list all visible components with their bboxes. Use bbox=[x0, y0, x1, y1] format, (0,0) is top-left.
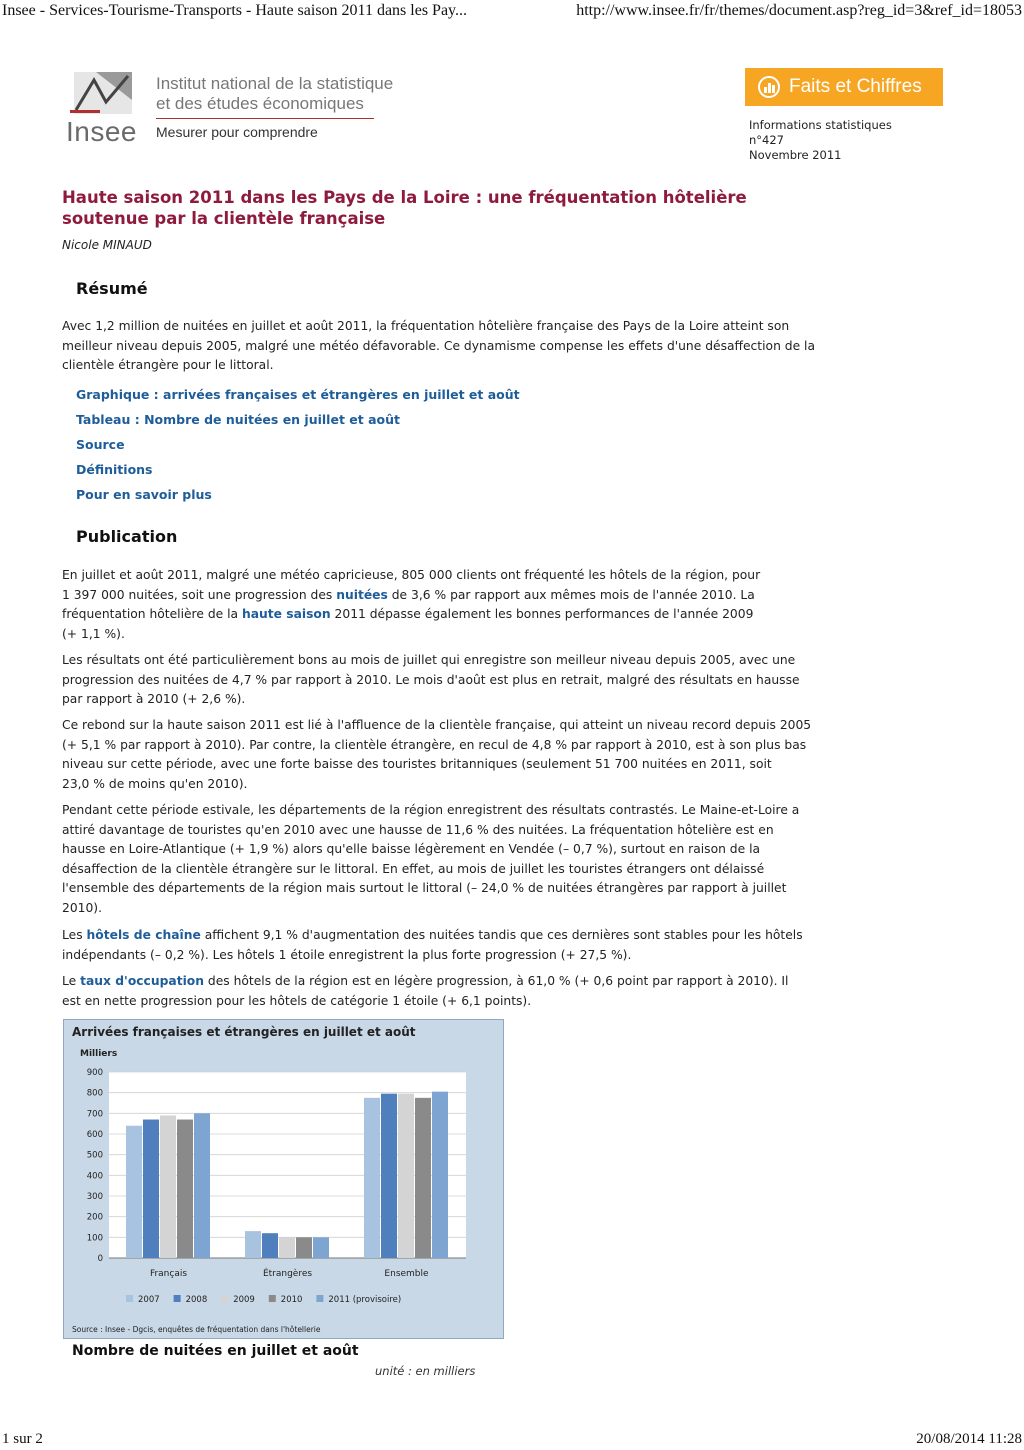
article-title: Haute saison 2011 dans les Pays de la Loire : une fréquentation hôtelière soutenue par la clientèle française bbox=[62, 188, 747, 228]
page-count: 1 sur 2 bbox=[2, 1431, 43, 1447]
y-tick-label: 0 bbox=[97, 1254, 103, 1264]
publication-series: Informations statistiques bbox=[749, 118, 892, 132]
publication-paragraph-5 bbox=[62, 926, 874, 965]
bar bbox=[313, 1237, 329, 1258]
print-footer bbox=[0, 1428, 1024, 1448]
paragraph-line bbox=[62, 926, 874, 946]
link-taux-occupation[interactable]: taux d'occupation bbox=[80, 974, 204, 988]
legend-swatch bbox=[316, 1295, 323, 1302]
paragraph-line bbox=[62, 605, 874, 625]
legend-swatch bbox=[221, 1295, 228, 1302]
print-datetime: 20/08/2014 11:28 bbox=[916, 1431, 1022, 1447]
text-span: affichent 9,1 % d'augmentation des nuitées tandis que ces dernières sont stables pour les hôtels bbox=[200, 928, 803, 942]
paragraph-line: niveau sur cette période, avec une forte baisse des touristes britanniques (seulement 51 700 nuitées en 2011, soit bbox=[62, 757, 772, 772]
paragraph-line: 23,0 % de moins qu'en 2010). bbox=[62, 776, 248, 791]
bar bbox=[432, 1092, 448, 1258]
link-graphique[interactable]: Graphique : arrivées françaises et étrangères en juillet et août bbox=[76, 387, 520, 402]
bar bbox=[194, 1113, 210, 1258]
y-tick-label: 700 bbox=[86, 1109, 103, 1120]
print-header bbox=[0, 2, 1024, 22]
section-links bbox=[76, 385, 520, 510]
summary-heading: Résumé bbox=[76, 279, 148, 298]
category-label: Français bbox=[149, 1269, 188, 1279]
arrivals-chart bbox=[63, 1019, 504, 1339]
paragraph-line: Ce rebond sur la haute saison 2011 est lié à l'affluence de la clientèle française, qui atteint un niveau record depuis 2005 bbox=[62, 718, 812, 732]
link-nuitees[interactable]: nuitées bbox=[336, 587, 388, 602]
bar bbox=[415, 1098, 431, 1258]
link-source[interactable]: Source bbox=[76, 437, 125, 452]
institute-name-line1: Institut national de la statistique bbox=[156, 74, 394, 93]
faits-et-chiffres-label: Faits et Chiffres bbox=[789, 76, 922, 97]
bar bbox=[279, 1237, 295, 1258]
institute-name-line2: et des études économiques bbox=[156, 94, 364, 113]
page-url[interactable]: http://www.insee.fr/fr/themes/document.asp?reg_id=3&ref_id=18053 bbox=[576, 2, 1022, 19]
paragraph-line: En juillet et août 2011, malgré une météo capricieuse, 805 000 clients ont fréquenté les hôtels de la région, pour bbox=[62, 568, 761, 582]
bar bbox=[126, 1126, 142, 1258]
paragraph-line bbox=[62, 972, 874, 992]
legend-label: 2007 bbox=[138, 1295, 160, 1305]
text-span: de 3,6 % par rapport aux mêmes mois de l'année 2010. La bbox=[387, 587, 755, 602]
summary-line: meilleur niveau depuis 2005, malgré une météo défavorable. Ce dynamisme compense les effets d'une désaffection de la bbox=[62, 338, 816, 353]
legend-label: 2010 bbox=[280, 1295, 303, 1305]
paragraph-line: est en nette progression pour les hôtels de catégorie 1 étoile (+ 6,1 points). bbox=[62, 993, 532, 1008]
y-tick-label: 600 bbox=[86, 1130, 103, 1140]
unit-note: unité : en milliers bbox=[375, 1364, 476, 1378]
link-pour-en-savoir-plus[interactable]: Pour en savoir plus bbox=[76, 487, 212, 502]
article-author: Nicole MINAUD bbox=[62, 238, 152, 252]
insee-logo-mark-icon bbox=[66, 70, 138, 120]
y-tick-label: 200 bbox=[86, 1212, 103, 1223]
paragraph-line: (+ 1,1 %). bbox=[62, 626, 125, 641]
bar bbox=[160, 1115, 176, 1258]
summary-paragraph bbox=[62, 317, 874, 376]
logo-tagline: Mesurer pour comprendre bbox=[156, 124, 318, 140]
text-span: 1 397 000 nuitées, soit une progression des bbox=[62, 587, 337, 602]
summary-line: Avec 1,2 million de nuitées en juillet et août 2011, la fréquentation hôtelière française des Pays de la Loire atteint son bbox=[62, 319, 790, 333]
paragraph-line: 2010). bbox=[62, 900, 103, 915]
legend-label: 2009 bbox=[233, 1295, 255, 1305]
faits-et-chiffres-button[interactable] bbox=[745, 68, 943, 106]
publication-paragraph-3 bbox=[62, 716, 874, 794]
paragraph-line: l'ensemble des départements de la région mais surtout le littoral (– 24,0 % de nuitées étrangères par rapport à juillet bbox=[62, 881, 787, 896]
table-title: Nombre de nuitées en juillet et août bbox=[72, 1343, 359, 1359]
chart-ylabel: Milliers bbox=[80, 1049, 118, 1059]
publication-paragraph-2 bbox=[62, 651, 874, 710]
paragraph-line: (+ 5,1 % par rapport à 2010). Par contre, la clientèle étrangère, en recul de 4,8 % par rapport à 2010, est à son plus bas bbox=[62, 737, 807, 752]
bar bbox=[398, 1094, 414, 1258]
publication-paragraph-6 bbox=[62, 972, 874, 1011]
paragraph-line: attiré davantage de touristes qu'en 2010 avec une hausse de 11,6 % des nuitées. La fréquentation hôtelière est en bbox=[62, 822, 774, 837]
page-title: Insee - Services-Tourisme-Transports - Haute saison 2011 dans les Pay... bbox=[2, 2, 468, 19]
text-span: 2011 dépasse également les bonnes performances de l'année 2009 bbox=[330, 607, 754, 622]
paragraph-line: Pendant cette période estivale, les départements de la région enregistrent des résultats contrastés. Le Maine-et-Loire a bbox=[62, 803, 800, 817]
bar bbox=[364, 1098, 380, 1258]
bar bbox=[245, 1231, 261, 1258]
y-tick-label: 900 bbox=[86, 1068, 103, 1078]
link-tableau[interactable]: Tableau : Nombre de nuitées en juillet et août bbox=[76, 412, 400, 427]
link-haute-saison[interactable]: haute saison bbox=[241, 607, 331, 622]
paragraph-line: par rapport à 2010 (+ 2,6 %). bbox=[62, 692, 246, 707]
text-span: fréquentation hôtelière de la bbox=[62, 607, 242, 622]
publication-date: Novembre 2011 bbox=[749, 148, 842, 162]
chart-title: Arrivées françaises et étrangères en juillet et août bbox=[72, 1025, 416, 1039]
publication-paragraph-1 bbox=[62, 566, 874, 644]
text-span: Les bbox=[62, 928, 87, 942]
chart-source: Source : Insee - Dgcis, enquêtes de fréquentation dans l'hôtellerie bbox=[72, 1325, 321, 1334]
paragraph-line: indépendants (– 0,2 %). Les hôtels 1 étoile enregistrent la plus forte progression (+ 27,5 %). bbox=[62, 947, 632, 962]
paragraph-line: désaffection de la clientèle étrangère sur le littoral. En effet, au mois de juillet les touristes étrangers ont délaissé bbox=[62, 861, 765, 876]
y-tick-label: 500 bbox=[86, 1150, 103, 1161]
bar bbox=[177, 1120, 193, 1258]
logo-divider bbox=[156, 118, 374, 119]
bar bbox=[381, 1094, 397, 1258]
link-definitions[interactable]: Définitions bbox=[76, 462, 153, 477]
bar bbox=[143, 1120, 159, 1258]
text-span: des hôtels de la région est en légère progression, à 61,0 % (+ 0,6 point par rapport à 2010). Il bbox=[204, 974, 789, 988]
y-tick-label: 800 bbox=[86, 1088, 103, 1099]
text-span: Le bbox=[62, 974, 81, 988]
arrivals-chart-svg bbox=[64, 1020, 505, 1340]
insee-logo[interactable] bbox=[62, 66, 422, 150]
category-label: Étrangères bbox=[262, 1269, 313, 1279]
legend-label: 2011 (provisoire) bbox=[328, 1295, 402, 1305]
bar bbox=[262, 1233, 278, 1258]
legend-swatch bbox=[126, 1295, 133, 1302]
y-tick-label: 400 bbox=[86, 1171, 103, 1182]
paragraph-line: hausse en Loire-Atlantique (+ 1,9 %) alors qu'elle baisse légèrement en Vendée (– 0,7 %), surtout en raison de la bbox=[62, 842, 761, 857]
summary-line: clientèle étrangère pour le littoral. bbox=[62, 358, 274, 373]
category-label: Ensemble bbox=[384, 1269, 429, 1279]
paragraph-line: progression des nuitées de 4,7 % par rapport à 2010. Le mois d'août est plus en retrait, malgré des résultats en hausse bbox=[62, 672, 800, 687]
y-tick-label: 300 bbox=[86, 1192, 103, 1202]
publication-paragraph-4 bbox=[62, 801, 874, 919]
publication-number: n°427 bbox=[749, 133, 784, 147]
legend-label: 2008 bbox=[185, 1295, 208, 1305]
publication-heading: Publication bbox=[76, 527, 178, 546]
y-tick-label: 100 bbox=[86, 1233, 103, 1244]
publication-info bbox=[749, 118, 892, 163]
bar bbox=[296, 1237, 312, 1258]
chart-badge-icon bbox=[757, 75, 781, 99]
legend-swatch bbox=[174, 1295, 181, 1302]
paragraph-line: Les résultats ont été particulièrement bons au mois de juillet qui enregistre son meilleur niveau depuis 2005, avec une bbox=[62, 653, 796, 667]
logo-word: Insee bbox=[66, 116, 137, 147]
paragraph-line bbox=[62, 586, 874, 606]
legend-swatch bbox=[269, 1295, 276, 1302]
link-hotels-de-chaine[interactable]: hôtels de chaîne bbox=[86, 928, 201, 942]
